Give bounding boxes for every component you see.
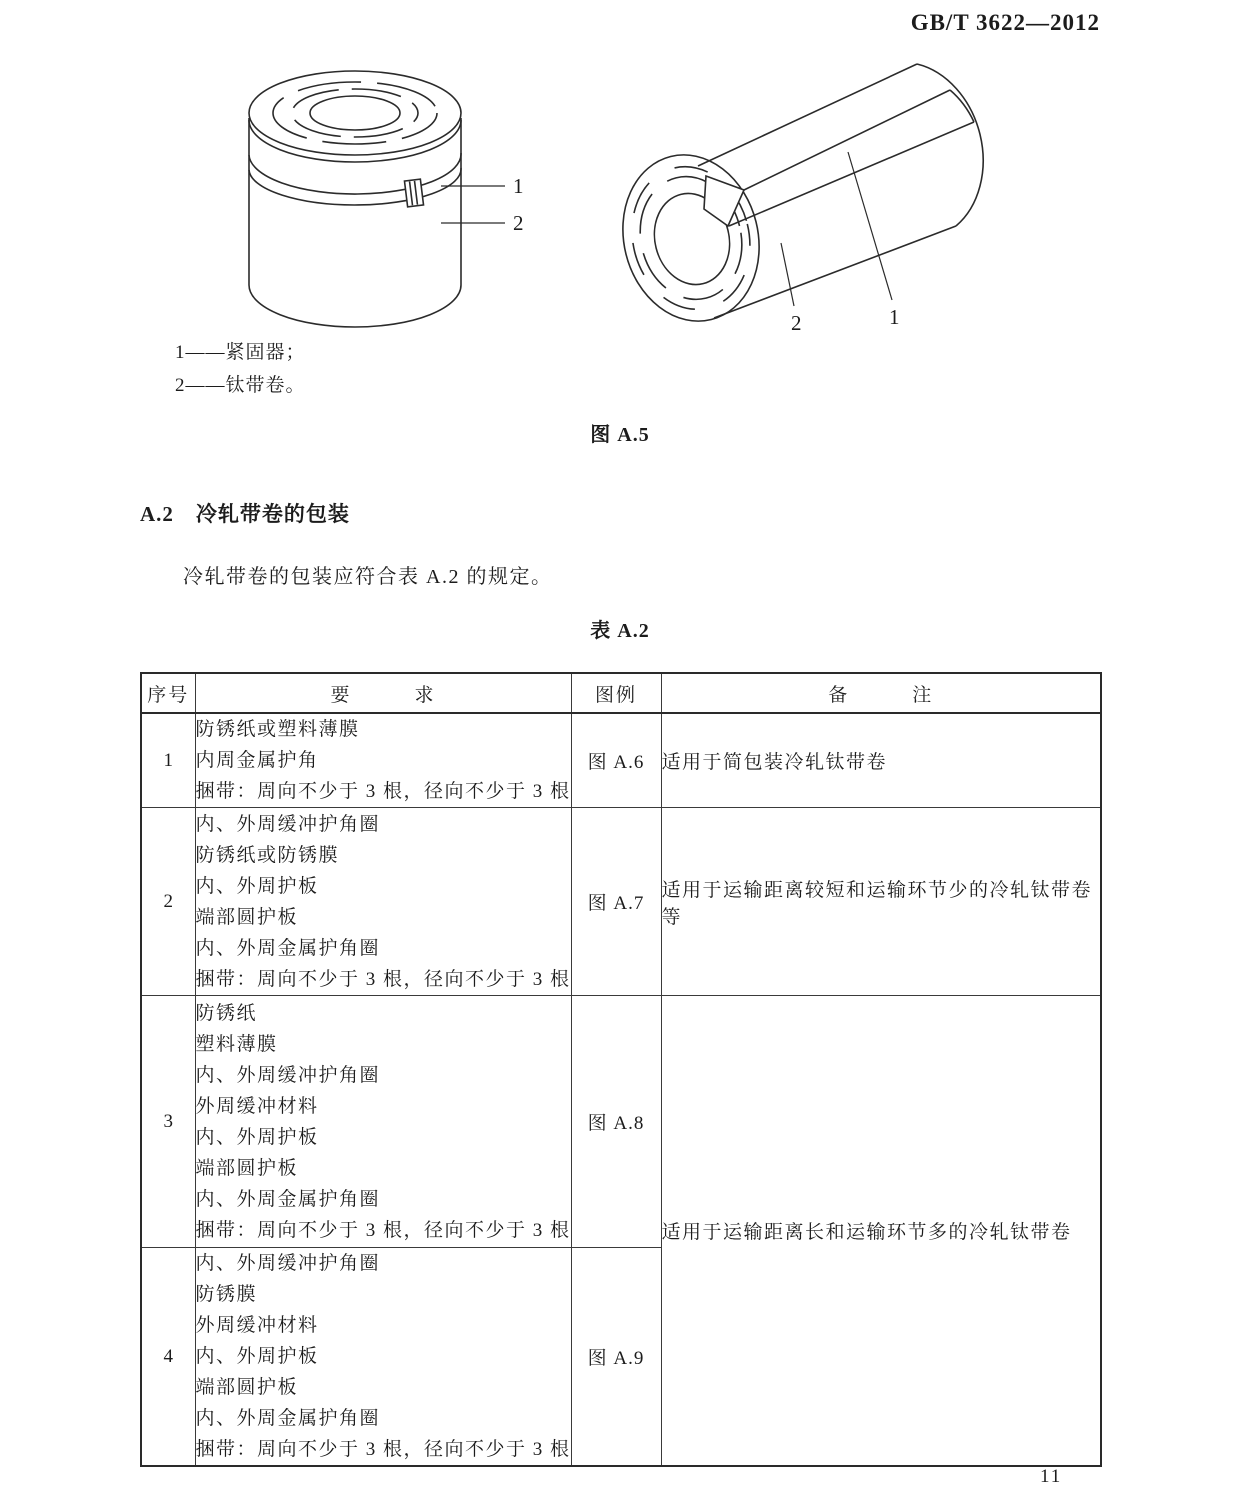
row-requirements (195, 808, 571, 996)
requirement-line: 端部圆护板 (195, 1157, 299, 1179)
requirement-line: 防锈纸 (195, 1002, 258, 1024)
requirement-line: 内、外周缓冲护角圈 (195, 1253, 381, 1274)
row-note: 适用于运输距离较短和运输环节少的冷轧钛带卷等 (661, 808, 1101, 996)
table-row (141, 808, 1101, 996)
requirement-line: 内周金属护角 (195, 750, 319, 771)
row-legend-ref: 图 A.9 (571, 1248, 661, 1467)
row-no: 3 (141, 996, 195, 1248)
table-row (141, 713, 1101, 808)
col-header-legend: 图例 (571, 673, 661, 713)
requirement-line: 端部圆护板 (195, 906, 299, 928)
col-header-note: 备 注 (661, 673, 1101, 713)
callout-2-right: 2 (791, 311, 802, 335)
legend-item-fastener: 1——紧固器； (175, 342, 306, 363)
row-legend-ref: 图 A.8 (571, 996, 661, 1248)
requirement-line: 内、外周金属护角圈 (195, 1188, 381, 1210)
body-paragraph: 冷轧带卷的包装应符合表 A.2 的规定。 (183, 566, 553, 588)
requirement-line: 外周缓冲材料 (195, 1315, 319, 1336)
row-no: 2 (141, 808, 195, 996)
figure-caption: 图 A.5 (590, 424, 650, 446)
table-caption: 表 A.2 (590, 620, 650, 642)
standard-number: GB/T 3622—2012 (910, 10, 1100, 35)
row-requirements (195, 1248, 571, 1467)
row-note: 适用于简包装冷轧钛带卷 (661, 713, 1101, 808)
requirement-line: 防锈膜 (195, 1284, 258, 1305)
requirement-line: 外周缓冲材料 (195, 1095, 319, 1117)
requirement-line: 内、外周金属护角圈 (195, 1408, 381, 1429)
coil-top-view-drawing (249, 71, 524, 327)
table-header-row (141, 673, 1101, 713)
row-no: 4 (141, 1248, 195, 1467)
requirement-line: 防锈纸或防锈膜 (195, 844, 340, 866)
packaging-requirements-table (140, 672, 1102, 1467)
col-header-requirement: 要 求 (195, 673, 571, 713)
requirement-line: 塑料薄膜 (195, 1033, 278, 1055)
requirement-line: 内、外周缓冲护角圈 (195, 1064, 381, 1086)
row-requirements (195, 713, 571, 808)
requirement-line: 捆带：周向不少于 3 根，径向不少于 3 根 (195, 1219, 571, 1241)
section-heading: A.2 冷轧带卷的包装 (140, 502, 350, 526)
legend-item-coil: 2——钛带卷。 (175, 375, 306, 396)
fastener (404, 179, 423, 207)
figure-legend (175, 336, 306, 402)
requirement-line: 内、外周护板 (195, 1126, 319, 1148)
requirement-line: 内、外周护板 (195, 875, 319, 897)
row-legend-ref: 图 A.6 (571, 713, 661, 808)
table-row (141, 996, 1101, 1248)
requirement-line: 内、外周护板 (195, 1346, 319, 1367)
requirement-line: 防锈纸或塑料薄膜 (195, 719, 360, 740)
callout-1-left: 1 (513, 174, 524, 198)
requirement-line: 内、外周缓冲护角圈 (195, 813, 381, 835)
col-header-no: 序号 (141, 673, 195, 713)
row-note-merged: 适用于运输距离长和运输环节多的冷轧钛带卷 (661, 996, 1101, 1467)
callout-2-left: 2 (513, 211, 524, 235)
coil-side-view-drawing (606, 64, 984, 336)
requirement-line: 捆带：周向不少于 3 根，径向不少于 3 根 (195, 968, 571, 990)
row-no: 1 (141, 713, 195, 808)
callout-1-right: 1 (889, 305, 900, 329)
requirement-line: 捆带：周向不少于 3 根，径向不少于 3 根 (195, 781, 571, 802)
requirement-line: 端部圆护板 (195, 1377, 299, 1398)
row-legend-ref: 图 A.7 (571, 808, 661, 996)
requirement-line: 内、外周金属护角圈 (195, 937, 381, 959)
requirement-line: 捆带：周向不少于 3 根，径向不少于 3 根 (195, 1439, 571, 1460)
page-number: 11 (1040, 1466, 1063, 1487)
row-requirements (195, 996, 571, 1248)
